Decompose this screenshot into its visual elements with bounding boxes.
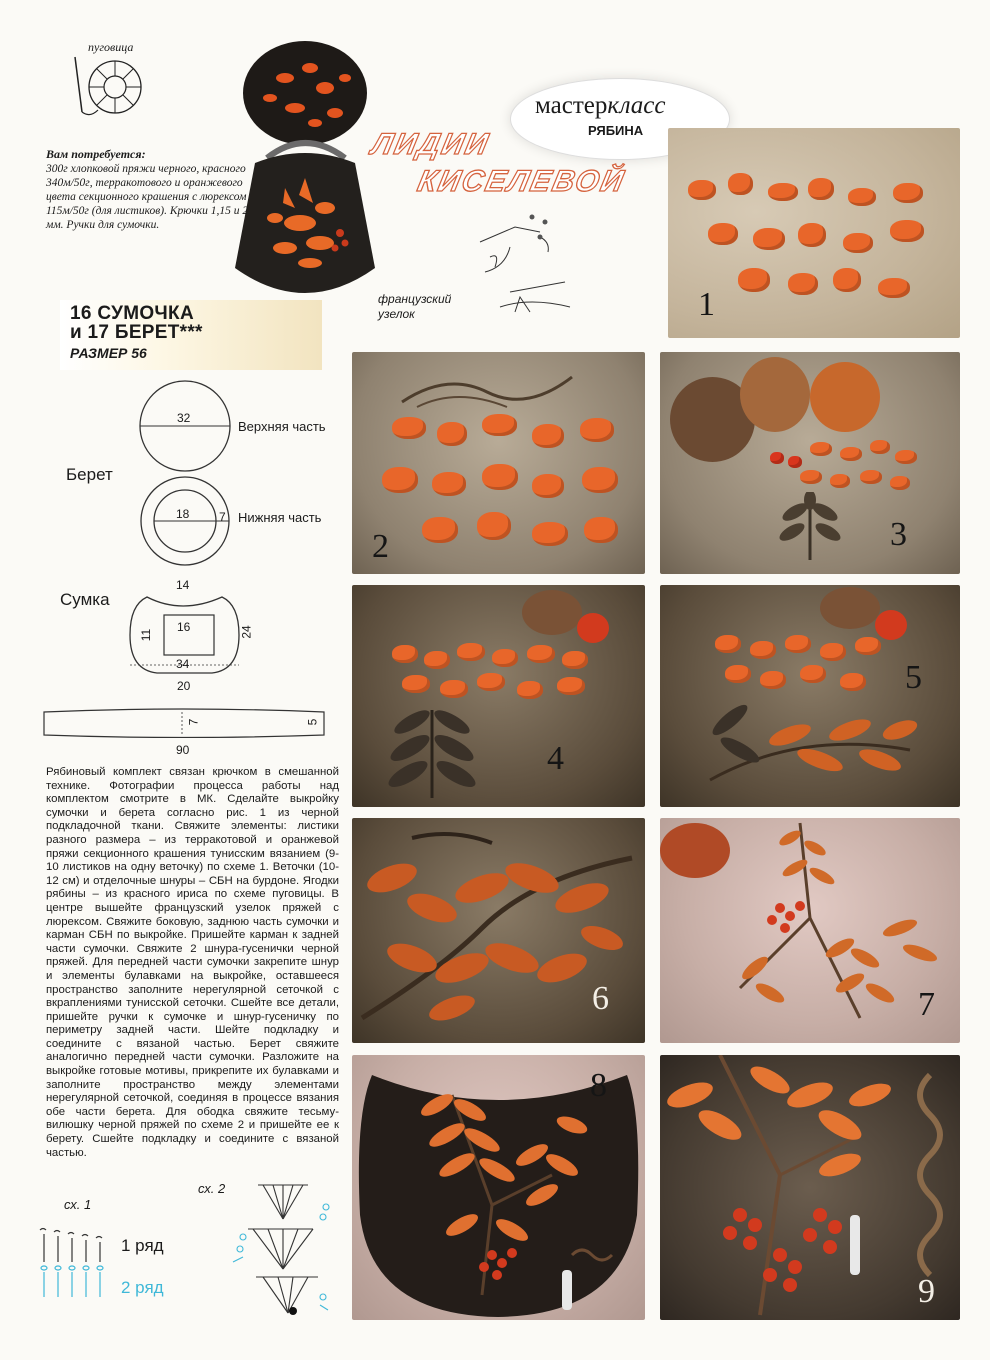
row1-label: 1 ряд xyxy=(121,1236,164,1255)
photo-1-number: 1 xyxy=(698,286,715,323)
photo-2-number: 2 xyxy=(372,528,389,565)
photo-6 xyxy=(352,818,645,1043)
photo-8 xyxy=(352,1055,645,1320)
bag-pocket-width: 16 xyxy=(177,620,191,634)
bag-bottom-width: 20 xyxy=(177,679,191,693)
photo-9-number: 9 xyxy=(918,1273,935,1310)
beret-top-label: Верхняя часть xyxy=(238,419,326,434)
french-knot-label-1: французский xyxy=(378,292,452,306)
materials-title: Вам потребуется: xyxy=(46,147,146,161)
photo-1 xyxy=(668,128,960,338)
photo-4-number: 4 xyxy=(547,740,564,777)
french-knot-sketch-icon xyxy=(470,212,590,327)
strap-width-end: 5 xyxy=(305,718,320,726)
photo-4 xyxy=(352,585,645,807)
beret-bottom-label: Нижняя часть xyxy=(238,510,322,525)
scheme2-diagram xyxy=(228,1177,338,1319)
photo-8-number: 8 xyxy=(590,1067,607,1104)
bag-top-width: 14 xyxy=(176,578,190,592)
photo-9 xyxy=(660,1055,960,1320)
product-title-2: и 17 БЕРЕТ*** xyxy=(70,322,203,343)
beret-ring-width: 7 xyxy=(219,510,226,524)
bag-pocket-height: 11 xyxy=(139,628,154,642)
product-size: РАЗМЕР 56 xyxy=(70,345,147,361)
scheme1-label: сх. 1 xyxy=(64,1197,92,1212)
strap-diagram xyxy=(42,708,327,738)
photo-2 xyxy=(352,352,645,574)
beret-top-diameter: 32 xyxy=(177,411,191,425)
bag-height: 24 xyxy=(239,625,254,639)
photo-3-number: 3 xyxy=(890,516,907,553)
photo-6-number: 6 xyxy=(592,980,609,1017)
masterclass-title xyxy=(535,92,665,120)
bag-label: Сумка xyxy=(60,590,110,609)
beret-inner-diameter: 18 xyxy=(176,507,190,521)
beret-diagram xyxy=(135,378,235,578)
beret-label: Берет xyxy=(66,465,113,484)
bag-mid-width: 34 xyxy=(176,657,190,671)
scheme1-diagram xyxy=(36,1222,116,1302)
strap-length: 90 xyxy=(176,743,190,757)
scheme2-label: сх. 2 xyxy=(198,1181,226,1196)
masterclass-subtitle: РЯБИНА xyxy=(588,123,644,138)
product-title-1: 16 СУМОЧКА xyxy=(70,303,194,324)
author-line2: КИСЕЛЕВОЙ xyxy=(414,165,629,198)
photo-3 xyxy=(660,352,960,574)
button-label: пуговица xyxy=(88,40,134,54)
photo-5-number: 5 xyxy=(905,659,922,696)
materials-text: 300г хлопковой пряжи черного, красного 340м/50г, терракотового и оранжевого цвета секционного крашения с люрексом 115м/50г (для листиков). Крючки 1,15 и 2 мм. Ручки для сумочки. xyxy=(46,163,249,231)
photo-7 xyxy=(660,818,960,1043)
photo-7-number: 7 xyxy=(918,986,935,1023)
masterclass-word2: класс xyxy=(607,92,666,119)
strap-width-mid: 7 xyxy=(186,718,201,726)
photo-5 xyxy=(660,585,960,807)
french-knot-label-2: узелок xyxy=(378,307,415,321)
description-text: Рябиновый комплект связан крючком в смешанной технике. Фотографии процесса работы над комплектом смотрите в МК. Сделайте выкройку сумочки и берета согласно рис. 1 из черной подкладочной ткани. Свяжите элементы: листики разного размера – из терракотовой и оранжевой пряжи секционного крашения тунисским вязанием (9-10 листиков на одну веточку) по схеме 1. Веточки (10-12 см) и отделочные шнуры – СБН на бурдоне. Ягодки рябины – из красного ириса по схеме пуговицы. В центре вышейте французский узелок пряжей с люрексом. Свяжите боковую, заднюю часть сумочки и карман СБН по выкройке. Пришейте карман к задней части сумочки. Свяжите 2 шнура-гусенички черной пряжей. Для передней части сумочки закрепите шнур и элементы булавками на выкройке, оставшееся пространство заполните нерегулярной сеточкой с вкраплениями тунисской сеточки. Сшейте все детали, пришейте ручки к сумочке и шнур-гусеничку по периметру задней части. Шейте подкладку и соедините с вязаной частью. Берет свяжите аналогично передней части сумочки. Разложите на выкройке готовые мотивы, прикрепите их булавками и заполните пространство между элементами нерегулярной сеточкой, соединяя в процессе вязания обе части берета. Для ободка свяжите тесьму-вилюшку черной пряжей по схеме 2 и пришейте ее к берету. Сшейте подкладку и соедините с вязаной частью. xyxy=(46,766,339,1159)
masterclass-word1: мастер xyxy=(535,92,608,119)
author-line1: ЛИДИИ xyxy=(368,128,493,161)
button-sketch-icon xyxy=(60,52,170,122)
row2-label: 2 ряд xyxy=(121,1278,164,1297)
